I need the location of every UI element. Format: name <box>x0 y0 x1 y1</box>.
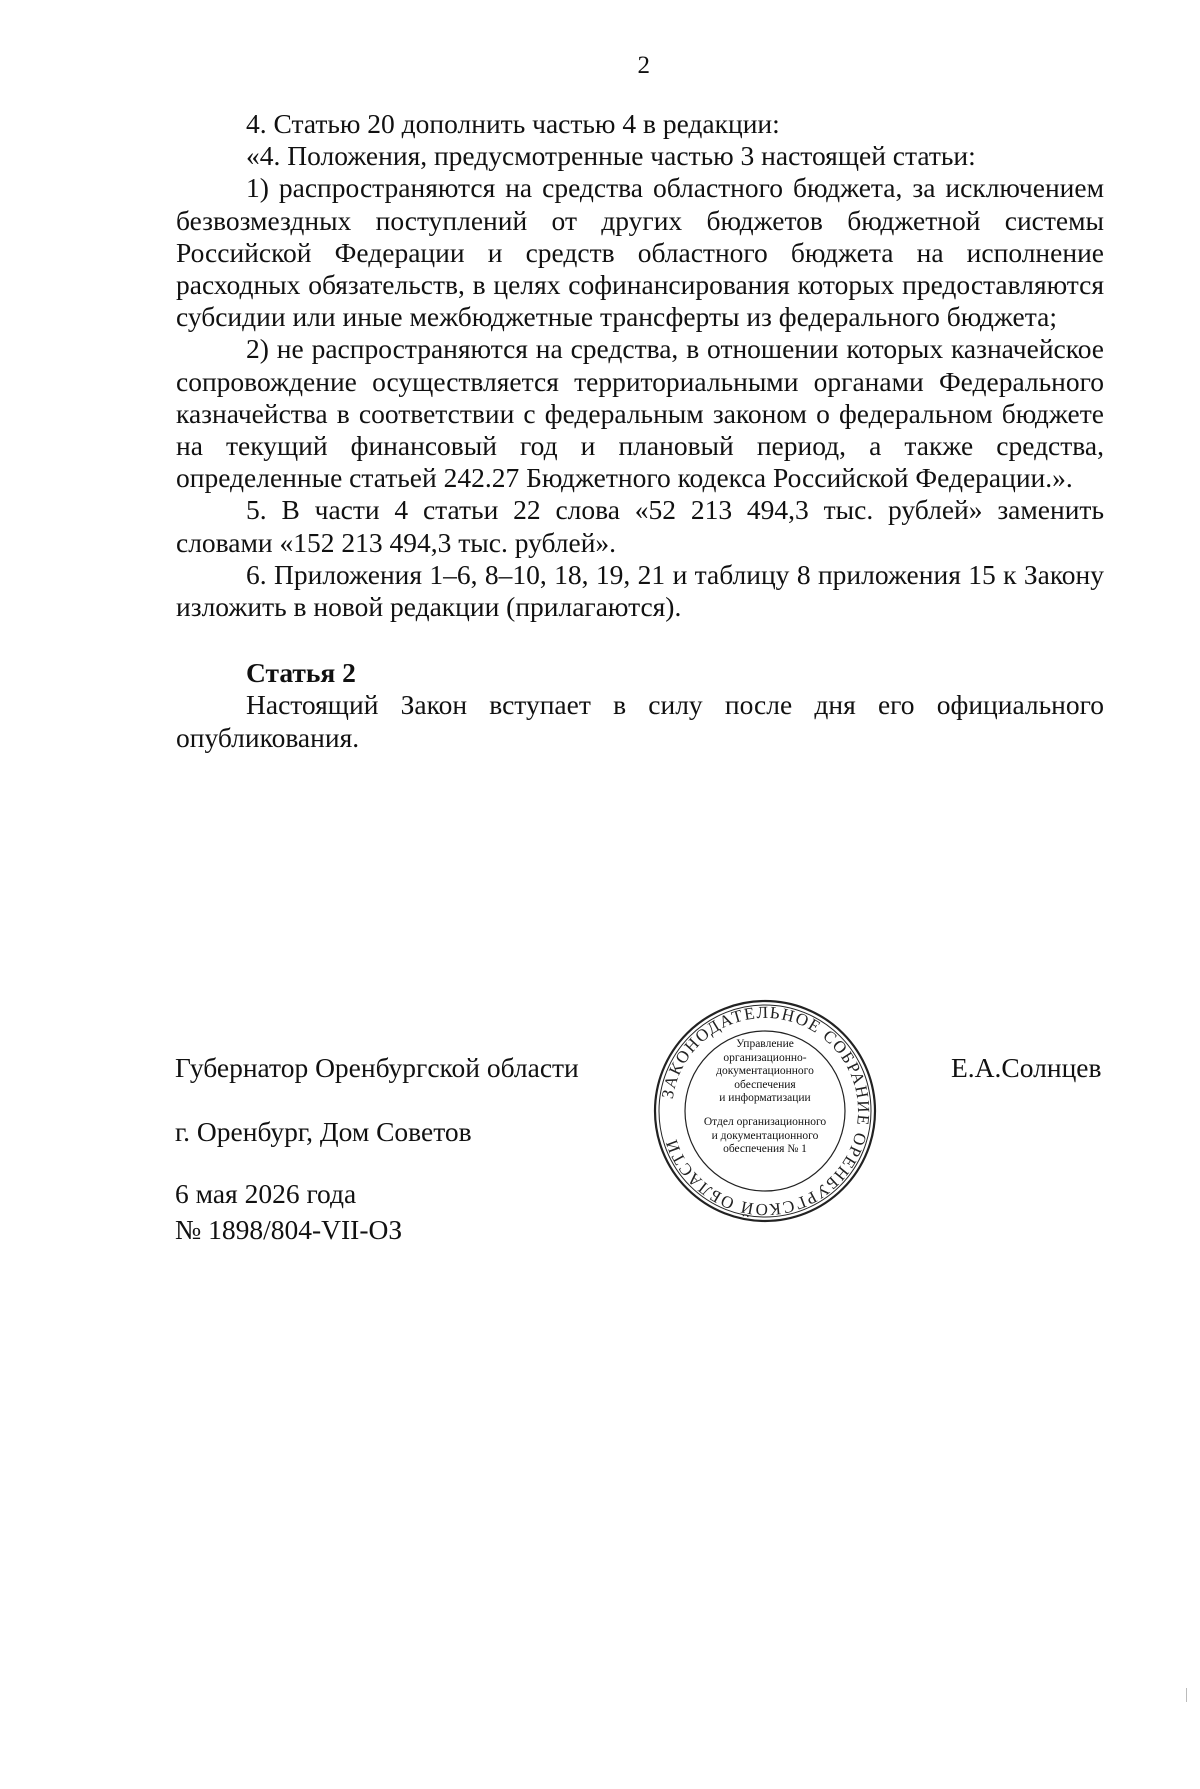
article-2-heading: Статья 2 <box>246 657 356 689</box>
seal-ring-text: ЗАКОНОДАТЕЛЬНОЕ СОБРАНИЕ ОРЕНБУРГСКОЙ ОБЛАСТИ <box>657 1002 874 1220</box>
article-2 <box>176 657 1104 754</box>
paragraph-4-quote: «4. Положения, предусмотренные частью 3 настоящей статьи: <box>246 140 976 172</box>
official-seal <box>652 998 878 1224</box>
paragraph-5: 5. В части 4 статьи 22 слова «52 213 494,3 тыс. рублей» заменить словами «152 213 494,3 тыс. рублей». <box>176 494 1104 558</box>
governor-title: Губернатор Оренбургской области <box>175 1052 579 1083</box>
seal-line-3: документационного <box>716 1065 814 1078</box>
seal-line-7: и документационного <box>711 1129 819 1142</box>
article-2-text: Настоящий Закон вступает в силу после дня его официального опубликования. <box>176 689 1104 753</box>
governor-name: Е.А.Солнцев <box>951 1052 1102 1083</box>
seal-line-6: Отдел организационного <box>703 1115 827 1128</box>
scan-artifact <box>1186 1688 1190 1702</box>
seal-line-5: и информатизации <box>719 1092 811 1105</box>
paragraph-4-item-2: 2) не распространяются на средства, в отношении которых казначейское сопровождение осуществляется территориальными органами Федерального казначейства в соответствии с федеральным законом о федеральном бюджете на текущий финансовый год и плановый период, а также средства, определенные статьей 242.27 Бюджетного кодекса Российской Федерации.». <box>176 333 1104 494</box>
seal-line-2: организационно- <box>723 1051 807 1064</box>
seal-line-4: обеспечения <box>734 1078 796 1091</box>
paragraph-4-item-1: 1) распространяются на средства областного бюджета, за исключением безвозмездных поступлений от других бюджетов бюджетной системы Российской Федерации и средств областного бюджета на исполнение расходных обязательств, в целях софинансирования которых предоставляются субсидии или иные межбюджетные трансферты из федерального бюджета; <box>176 172 1104 333</box>
paragraph-6: 6. Приложения 1–6, 8–10, 18, 19, 21 и таблицу 8 приложения 15 к Закону изложить в новой редакции (прилагаются). <box>176 558 1104 623</box>
seal-center-text <box>696 1038 834 1157</box>
document-body <box>176 108 1104 754</box>
law-number: № 1898/804-VII-ОЗ <box>175 1214 403 1245</box>
page-number: 2 <box>637 52 651 79</box>
signing-date: 6 мая 2026 года <box>175 1178 357 1209</box>
seal-line-8: обеспечения № 1 <box>723 1143 807 1156</box>
signing-place: г. Оренбург, Дом Советов <box>175 1116 472 1147</box>
seal-line-1: Управление <box>736 1038 794 1050</box>
paragraph-4: 4. Статью 20 дополнить частью 4 в редакции: <box>246 108 780 139</box>
